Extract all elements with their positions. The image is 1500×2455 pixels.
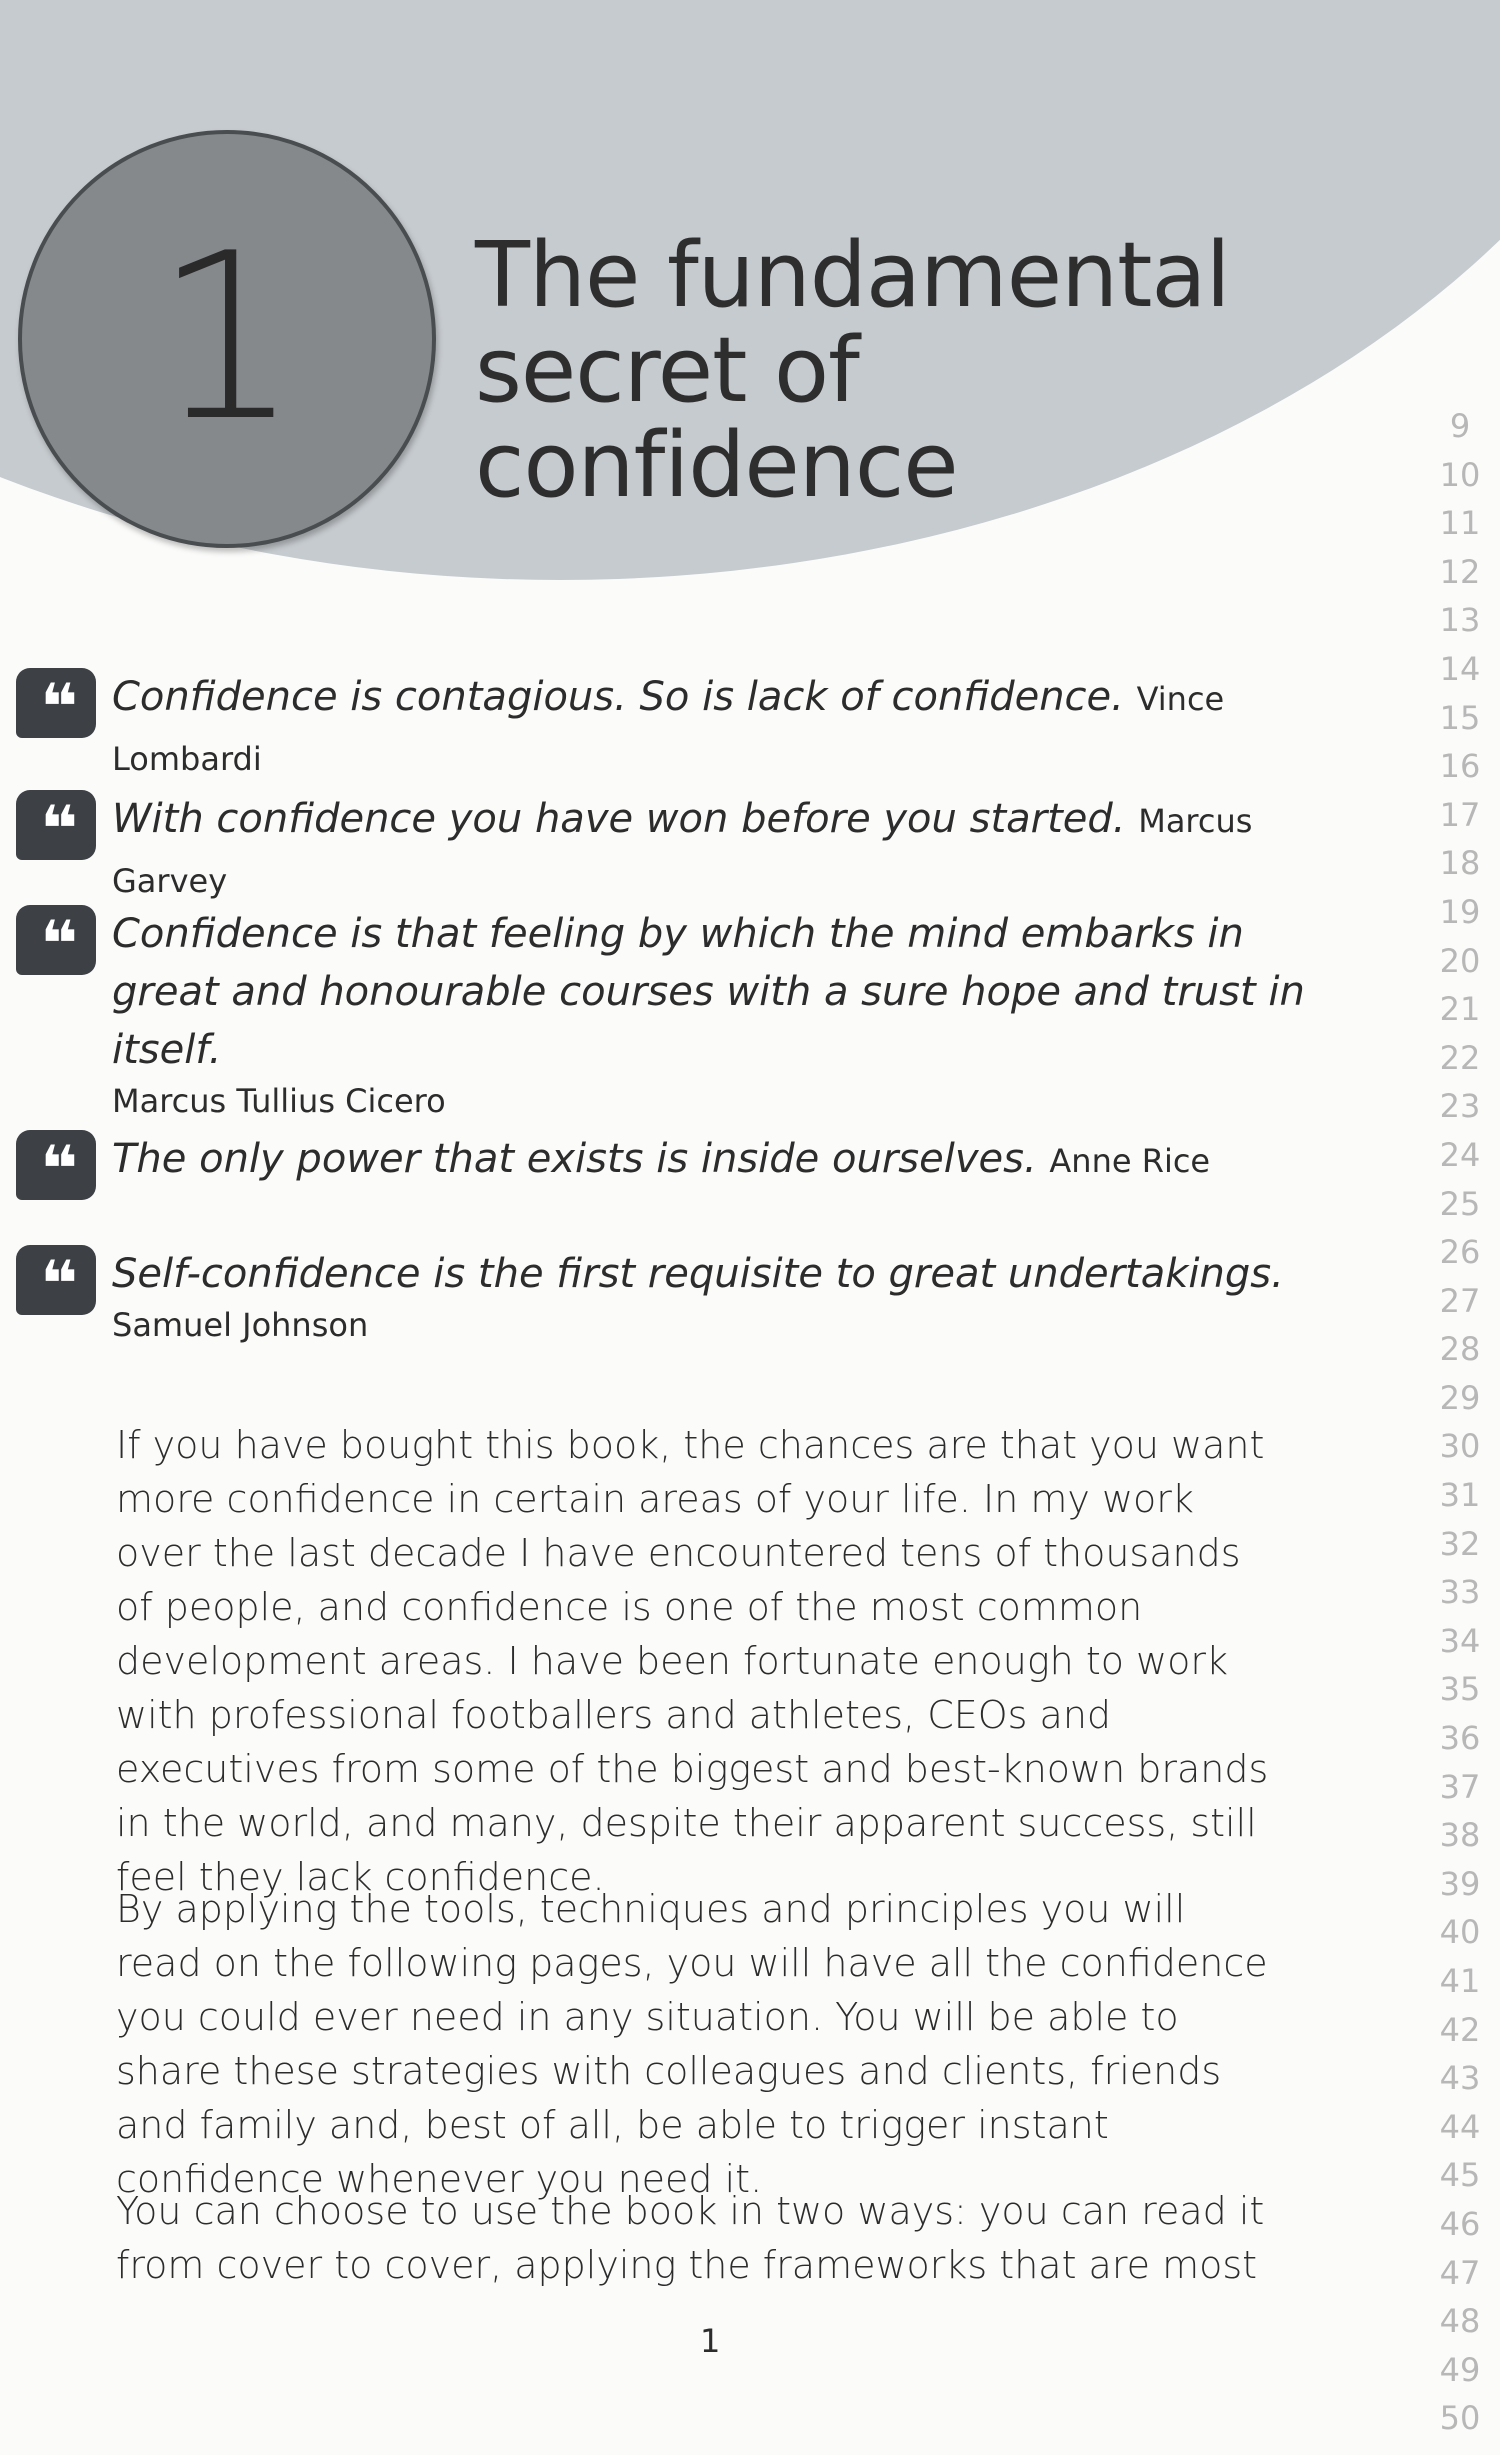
line-number: 44 — [1439, 2107, 1481, 2146]
line-number: 22 — [1439, 1038, 1481, 1077]
quote-text: With confidence you have won before you started. — [112, 796, 1126, 842]
line-number: 33 — [1439, 1573, 1481, 1612]
line-number: 21 — [1439, 990, 1481, 1029]
line-number: 41 — [1439, 1962, 1481, 2000]
quote-author: Samuel Johnson — [112, 1306, 369, 1344]
body-paragraph-3: You can choose to use the book in two ways: you can read it from cover to cover, applying the frameworks that are most — [116, 2189, 1265, 2287]
line-number: 36 — [1439, 1719, 1481, 1758]
line-number-column — [1430, 402, 1490, 2443]
line-number: 30 — [1439, 1427, 1481, 1466]
quote-4 — [16, 1130, 1306, 1207]
line-number: 50 — [1439, 2399, 1481, 2438]
line-number: 31 — [1439, 1476, 1481, 1515]
line-number: 13 — [1439, 601, 1481, 640]
chapter-title: The fundamental secret of confidence — [475, 223, 1230, 518]
quote-1 — [16, 668, 1306, 788]
line-number: 11 — [1439, 504, 1481, 543]
quote-mark-icon: ❝ — [16, 668, 96, 738]
quote-mark-icon: ❝ — [16, 1130, 96, 1200]
line-number: 19 — [1439, 892, 1481, 931]
quote-mark-icon: ❝ — [16, 905, 96, 975]
line-number: 45 — [1439, 2156, 1481, 2195]
line-number: 24 — [1439, 1135, 1481, 1174]
body-paragraph-2: By applying the tools, techniques and principles you will read on the following pages, you will have all the confidence you could ever need in any situation. You will be able to share these strategies with colleagues and clients, friends and family and, best of all, be able to trigger instant confidence whenever you need it. — [116, 1887, 1268, 2201]
line-number: 38 — [1439, 1816, 1481, 1855]
quote-text: The only power that exists is inside ourselves. — [112, 1136, 1037, 1182]
line-number: 43 — [1439, 2059, 1481, 2098]
line-number: 23 — [1439, 1087, 1481, 1126]
line-number: 34 — [1439, 1621, 1481, 1660]
line-number: 47 — [1439, 2253, 1481, 2292]
line-number: 18 — [1439, 844, 1481, 883]
chapter-number: 1 — [153, 205, 301, 472]
line-number: 28 — [1439, 1330, 1481, 1369]
quote-5 — [16, 1245, 1306, 1347]
quote-author: Marcus Tullius Cicero — [112, 1082, 446, 1120]
quote-author: Anne Rice — [1049, 1142, 1211, 1180]
line-number: 12 — [1439, 552, 1481, 591]
line-number: 17 — [1439, 795, 1481, 834]
quote-author: Vince Lombardi — [112, 680, 1225, 778]
quote-text: Self-confidence is the first requisite to great undertakings. — [112, 1251, 1284, 1297]
line-number: 29 — [1439, 1378, 1481, 1417]
line-number: 25 — [1439, 1184, 1481, 1223]
line-number: 40 — [1439, 1913, 1481, 1952]
line-number: 20 — [1439, 941, 1481, 980]
line-number: 48 — [1439, 2302, 1481, 2341]
line-number: 26 — [1439, 1233, 1481, 1272]
line-number: 49 — [1439, 2350, 1481, 2389]
line-number: 39 — [1439, 1864, 1481, 1903]
line-number: 16 — [1439, 747, 1481, 786]
body-paragraph-1: If you have bought this book, the chances are that you want more confidence in certain areas of your life. In my work over the last decade I have encountered tens of thousands of people, and confidence is one of the most common development areas. I have been fortunate enough to work with professional footballers and athletes, CEOs and executives from some of the biggest and best-known brands in the world, and many, despite their apparent success, still feel they lack confidence. — [116, 1423, 1269, 1899]
line-number: 9 — [1449, 407, 1471, 445]
line-number: 42 — [1439, 2010, 1481, 2049]
quote-mark-icon: ❝ — [16, 790, 96, 860]
line-number: 14 — [1439, 649, 1481, 688]
quote-2 — [16, 790, 1306, 910]
quote-text: Confidence is that feeling by which the mind embarks in great and honourable courses with a sure hope and trust in itself. — [112, 911, 1305, 1073]
quote-mark-icon: ❝ — [16, 1245, 96, 1315]
line-number: 35 — [1439, 1670, 1481, 1709]
quote-3 — [16, 905, 1306, 1123]
line-number: 37 — [1439, 1767, 1481, 1806]
line-number: 27 — [1439, 1281, 1481, 1320]
quote-author: Marcus Garvey — [112, 802, 1253, 900]
quote-text: Confidence is contagious. So is lack of confidence. — [112, 674, 1124, 720]
line-number: 10 — [1439, 455, 1481, 494]
line-number: 46 — [1439, 2204, 1481, 2243]
line-number: 32 — [1439, 1524, 1481, 1563]
line-number: 15 — [1439, 698, 1481, 737]
page-number: 1 — [700, 2322, 721, 2360]
